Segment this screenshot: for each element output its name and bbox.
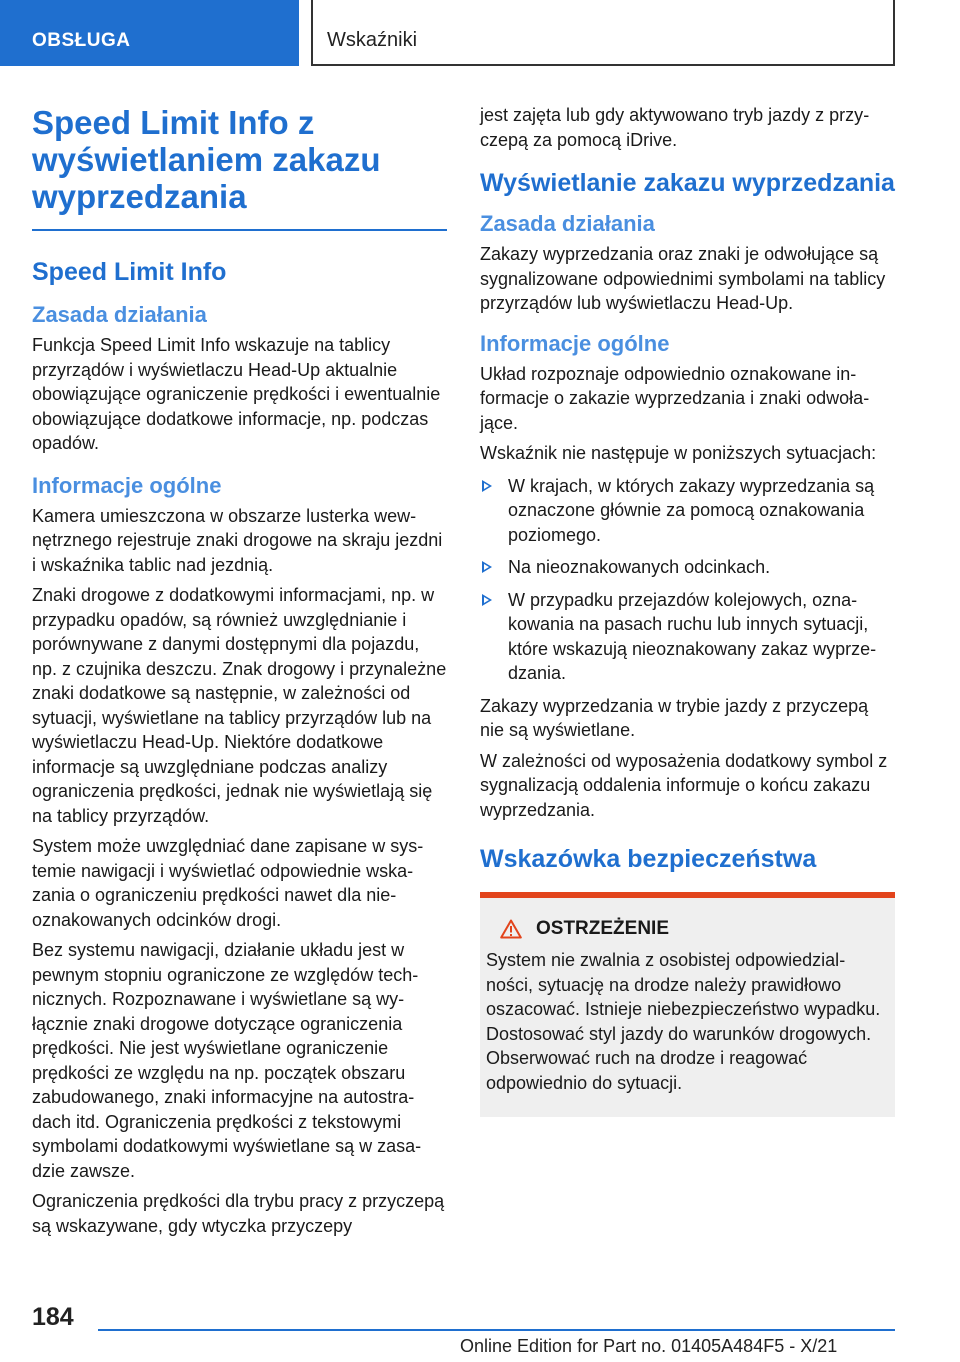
section-heading-speed-limit-info: Speed Limit Info bbox=[32, 258, 227, 286]
footer-divider bbox=[98, 1329, 895, 1331]
bullet-triangle-icon bbox=[482, 480, 492, 492]
list-item-text: Na nieoznakowanych odcinkach. bbox=[508, 557, 771, 577]
paragraph: Bez systemu nawigacji, działanie układu jest w pewnym stopniu ograniczone ze względów technicznych. Rozpoznawane i wyświetlane są wyłącznie znaki drogowe dotyczące ograniczenia prędkości. Nie jest wyświetlane ograniczenie prędkości ze względu na np. początek obszaru zabudowanego, znaki informacyjne na autostradach itd. Ograniczenia prędkości z tekstowymi symbolami dodatkowymi wyświetlane są w zasadzie zawsze. bbox=[32, 940, 422, 1181]
paragraph: Funkcja Speed Limit Info wskazuje na tablicy przyrządów i wyświetlaczu Head-Up aktualnie obowiązujące ograniczenie prędkości i ewentualnie obowiązujące dodatkowe informacje, np. podczas opadów. bbox=[32, 335, 441, 453]
subheading-principle: Zasada działania bbox=[480, 211, 655, 236]
subheading-general-info: Informacje ogólne bbox=[480, 330, 670, 356]
warning-title: OSTRZEŻENIE bbox=[536, 918, 670, 939]
paragraph: System może uwzględniać dane zapisane w systemie nawigacji i wyświetlać odpowiednie wskazania o ograniczeniu prędkości nawet dla nieoznakowanych odcinków drogi. bbox=[32, 836, 424, 930]
page-title: Speed Limit Info z wyświetlaniem zakazu wyprzedzania bbox=[32, 104, 381, 215]
paragraph: Układ rozpoznaje odpowiednio oznakowane informacje o zakazie wyprzedzania i znaki odwołające. bbox=[480, 363, 870, 433]
paragraph: Znaki drogowe z dodatkowymi informacjami, np. w przypadku opadów, są również uwzględnianie i porównywane z danymi dostępnymi dla pojazdu, np. z czujnika deszczu. Znak drogowy i przynależne znaki dodatkowe są następnie, w zależności od sytuacji, wyświetlane na tablicy przyrządów lub na wyświetlaczu Head-Up. Niektóre dodatkowe informacje są uwzględniane podczas analizy ograniczenia prędkości, jednak nie wyświetlają się na tablicy przyrządów. bbox=[32, 585, 447, 826]
paragraph: Kamera umieszczona w obszarze lusterka wewnętrznego rejestruje znaki drogowe na skraju jezdni i wskaźnika tablic nad jezdnią. bbox=[32, 505, 443, 575]
paragraph: Wskaźnik nie następuje w poniższych sytuacjach: bbox=[480, 443, 877, 463]
edition-note: Online Edition for Part no. 01405A484F5 - X/21 bbox=[460, 1336, 838, 1356]
warning-triangle-icon bbox=[500, 919, 522, 939]
list-item bbox=[480, 588, 895, 686]
list-item-text: W krajach, w których zakazy wyprzedzania są oznaczone głównie za pomocą oznakowania poziomego. bbox=[508, 475, 875, 545]
paragraph: W zależności od wyposażenia dodatkowy symbol z sygnalizacją oddalenia informuje o końcu zakazu wyprzedzania. bbox=[480, 750, 888, 820]
list-item bbox=[480, 555, 895, 580]
page-header bbox=[0, 0, 960, 66]
list-item bbox=[480, 474, 895, 548]
subheading-general-info: Informacje ogólne bbox=[32, 472, 222, 498]
list-item-text: W przypadku przejazdów kolejowych, oznakowania na pasach ruchu lub innych sytuacji, które wskazują nieoznakowany zakaz wyprzedzania. bbox=[508, 589, 877, 683]
topic-tab: Wskaźniki bbox=[311, 0, 895, 66]
warning-box bbox=[480, 892, 895, 1117]
section-tab: OBSŁUGA bbox=[0, 0, 299, 66]
title-divider bbox=[32, 229, 447, 231]
right-column bbox=[480, 103, 895, 1117]
section-heading-safety: Wskazówka bezpieczeństwa bbox=[480, 845, 817, 873]
situations-list bbox=[480, 474, 895, 686]
bullet-triangle-icon bbox=[482, 561, 492, 573]
page-number: 184 bbox=[32, 1303, 74, 1331]
paragraph-continued: jest zajęta lub gdy aktywowano tryb jazdy z przyczepą za pomocą iDrive. bbox=[480, 105, 870, 150]
paragraph: Zakazy wyprzedzania w trybie jazdy z przyczepą nie są wyświetlane. bbox=[480, 695, 869, 740]
subheading-principle: Zasada działania bbox=[32, 302, 207, 327]
paragraph: Ograniczenia prędkości dla trybu pracy z przyczepą są wskazywane, gdy wtyczka przyczepy bbox=[32, 1191, 445, 1236]
warning-text: System nie zwalnia z osobistej odpowiedzialności, sytuację na drodze należy prawidłowo oszacować. Istnieje niebezpieczeństwo wypadku. Dostosować styl jazdy do warunków drogowych. Obserwować ruch na drodze i reagować odpowiednio do sytuacji. bbox=[486, 950, 881, 1093]
paragraph: Zakazy wyprzedzania oraz znaki je odwołujące są sygnalizowane odpowiednimi symbolami na tablicy przyrządów lub wyświetlaczu Head-Up. bbox=[480, 244, 886, 313]
warning-header bbox=[500, 918, 885, 940]
section-heading-no-overtaking: Wyświetlanie zakazu wyprzedzania bbox=[480, 169, 895, 197]
bullet-triangle-icon bbox=[482, 594, 492, 606]
left-column bbox=[32, 104, 447, 1238]
